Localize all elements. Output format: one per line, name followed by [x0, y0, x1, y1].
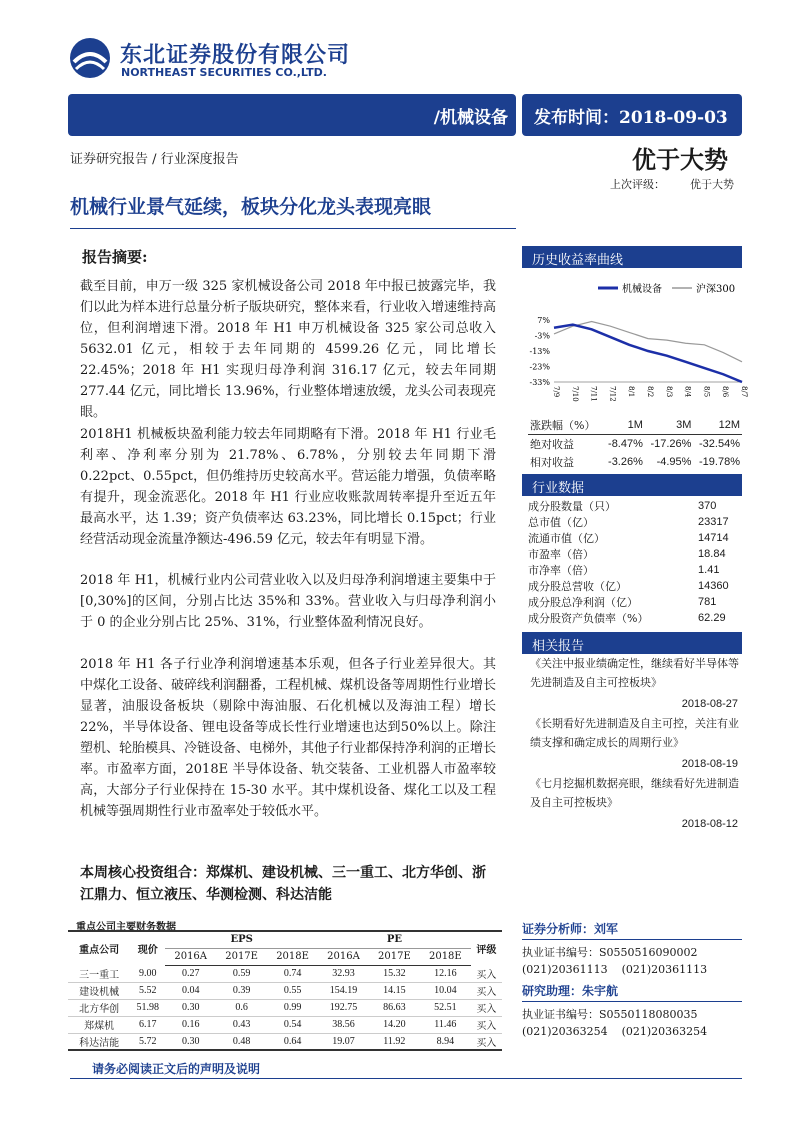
perf-row [528, 435, 742, 454]
sector-bar [68, 94, 516, 136]
x-tick-label: 7/9 [552, 386, 560, 398]
analyst-title: 研究助理：朱宇航 [522, 982, 742, 1002]
y-tick-label: -33% [529, 378, 550, 387]
related-report-link[interactable]: 《长期看好先进制造及自主可控，关注有业绩支撑和确定成长的周期行业》 [530, 717, 739, 749]
related-report-date: 2018-08-27 [681, 698, 738, 710]
x-tick-label: 8/2 [646, 386, 654, 398]
col-year: 2018E [420, 948, 471, 965]
related-report-date: 2018-08-12 [681, 818, 738, 830]
related-report-link[interactable]: 《七月挖掘机数据亮眼，继续看好先进制造及自主可控板块》 [530, 777, 739, 809]
date-bar [522, 94, 742, 136]
sector-label: /机械设备 [433, 108, 508, 128]
summary-paragraph: 截至目前，申万一级 325 家机械设备公司 2018 年中报已披露完毕，我们以此为样本进行总量分析子版块研究，整体来看，行业收入增速维持高位，但利润增速下滑。2018 年 H1 申万机械设备 325 家公司总收入 5632.01 亿元，相较于去年同期的 4599.26 亿元，同比增长22.45%；2018 年 H1 实现归母净利润 316.17 亿元，较去年同期 277.44 亿元，同比增长 13.96%，行业整体增速放缓，龙头公司表现亮眼。 [80, 279, 497, 420]
x-tick-label: 7/12 [608, 386, 617, 402]
perf-value: -8.47% [608, 438, 643, 450]
perf-header: 涨跌幅（%） [528, 416, 603, 435]
col-eps: EPS [165, 931, 318, 948]
col-year: 2018E [267, 948, 318, 965]
perf-header: 12M [693, 416, 742, 435]
section-header-related: 相关报告 [522, 632, 742, 654]
x-tick-label: 7/10 [570, 386, 579, 402]
performance-table [528, 416, 742, 471]
analyst-card [522, 920, 742, 978]
industry-table [528, 498, 742, 626]
company-logo-icon [70, 38, 110, 78]
industry-row: 流通市值（亿） 14714 [528, 532, 729, 545]
summary-paragraph: 2018 年 H1，机械行业内公司营业收入以及归母净利润增速主要集中于[0,30%]的区间，分别占比达 35%和 33%。营业收入与归母净利润小于 0 的企业分别占比 25%、31%，行业整体盈利情况良好。 [80, 573, 496, 630]
x-tick-label: 8/1 [627, 386, 636, 398]
x-tick-label: 7/11 [589, 386, 598, 402]
industry-row: 市盈率（倍） 18.84 [528, 548, 726, 561]
col-year: 2017E [369, 948, 420, 965]
chart-legend [598, 282, 735, 295]
col-pe: PE [318, 931, 471, 948]
perf-value: -19.78% [699, 456, 740, 468]
x-tick-label: 8/4 [683, 386, 692, 398]
perf-chart [522, 272, 748, 406]
company-name-cn: 东北证券股份有限公司 [120, 43, 351, 68]
summary-paragraph: 2018 年 H1 各子行业净利润增速基本乐观，但各子行业差异很大。其中煤化工设备、破碎线利润翻番，工程机械、煤机设备等周期性行业增长显著，油服设备板块（剔除中海油服、石化机械以及海油工程）增长 22%，半导体设备、锂电设备等成长性行业增速也达到50%以上。除注塑机、轮胎模具、冷链设备、电梯外，其他子行业都保持净利润的正增长率。市盈率方面，2018E 半导体设备、轨交装备、工业机器人市盈率较高，大部分子行业保持在 15-30 水平。其中煤机设备、煤化工以及工程机械等强周期性行业市盈率处于较低水平。 [80, 657, 497, 819]
report-headline: 机械行业景气延续，板块分化龙头表现亮眼 [70, 196, 432, 218]
legend-label-index: 沪深300 [696, 284, 736, 295]
perf-value: -17.26% [650, 438, 692, 450]
y-tick-label: -23% [529, 362, 550, 372]
publish-date: 发布时间：2018-09-03 [534, 108, 728, 128]
perf-value: -3.26% [608, 456, 643, 468]
company-name-en: NORTHEAST SECURITIES CO.,LTD. [121, 66, 327, 79]
perf-row [528, 453, 742, 471]
industry-row: 成分股资产负债率（%） 62.29 [528, 612, 726, 625]
y-tick-label: 7% [537, 316, 550, 325]
summary-title: 报告摘要: [82, 248, 148, 266]
analyst-title: 证券分析师：刘军 [522, 920, 742, 940]
industry-row: 市净率（倍） 1.41 [528, 564, 720, 577]
industry-row: 成分股总营收（亿） 14360 [528, 580, 729, 593]
x-tick-label: 8/3 [664, 386, 673, 398]
y-tick-label: -13% [529, 347, 550, 356]
perf-row-label: 相对收益 [530, 456, 574, 469]
col-year: 2016A [165, 948, 216, 965]
table-row: 科达洁能 5.72 0.30 0.48 0.64 19.07 11.92 8.94 买入 [68, 1033, 502, 1050]
prev-rating-label: 上次评级： [610, 178, 665, 191]
perf-header: 3M [645, 416, 694, 435]
divider [70, 228, 516, 229]
table-row: 北方华创 51.98 0.30 0.6 0.99 192.75 86.63 52.51 买入 [68, 999, 502, 1016]
perf-value: -4.95% [656, 456, 692, 468]
prev-rating: 优于大势 [690, 178, 734, 191]
analyst-cert: 执业证书编号：S0550118080035 [522, 1008, 698, 1021]
section-header-chart: 历史收益率曲线 [522, 246, 742, 268]
col-year: 2017E [216, 948, 267, 965]
analyst-card [522, 982, 742, 1040]
x-tick-label: 8/6 [721, 386, 730, 398]
industry-row: 成分股数量（只） 370 [528, 500, 717, 513]
perf-row-label: 绝对收益 [530, 438, 574, 451]
related-report-link[interactable]: 《关注中报业绩确定性，继续看好半导体等先进制造及自主可控板块》 [530, 657, 739, 689]
col-year: 2016A [318, 948, 369, 965]
section-header-industry: 行业数据 [522, 474, 742, 496]
x-tick-label: 8/5 [702, 386, 711, 398]
analyst-phones: (021)20361113 (021)20361113 [522, 963, 708, 976]
financials-table [68, 930, 502, 1051]
col-rating: 评级 [471, 931, 502, 965]
industry-row: 成分股总净利润（亿） 781 [528, 596, 717, 609]
summary-paragraph: 2018H1 机械板块盈利能力较去年同期略有下滑。2018 年 H1 行业毛利率、净利率分别为 21.78%、6.78%，分别较去年同期下滑 0.22pct、0.55pct，但仍维持历史较高水平。营运能力增强，负债率略有提升，现金流恶化。2018 年 H1 行业应收账款周转率提升至近五年最高水平，达 1.39；资产负债率达 63.23%，同比增长 0.15pct；行业经营活动现金流量净额达-496.59 亿元，较去年有明显下滑。 [80, 427, 496, 547]
table-row: 三一重工 9.00 0.27 0.59 0.74 32.93 15.32 12.16 买入 [68, 965, 502, 982]
report-type: 证券研究报告 / 行业深度报告 [70, 152, 239, 167]
table-row: 建设机械 5.52 0.04 0.39 0.55 154.19 14.15 10.04 买入 [68, 982, 502, 999]
perf-header: 1M [603, 416, 645, 435]
col-company: 重点公司 [68, 931, 130, 965]
x-tick-label: 8/7 [740, 386, 748, 398]
y-tick-label: -3% [534, 331, 550, 341]
series-line-sector [554, 325, 742, 382]
analyst-cert: 执业证书编号：S0550516090002 [522, 946, 698, 959]
core-portfolio: 本周核心投资组合：郑煤机、建设机械、三一重工、北方华创、浙江鼎力、恒立液压、华测检测、科达洁能 [80, 865, 486, 903]
analyst-phones: (021)20363254 (021)20363254 [522, 1025, 708, 1038]
legend-label-sector: 机械设备 [622, 284, 662, 295]
industry-row: 总市值（亿） 23317 [528, 516, 729, 529]
rating: 优于大势 [632, 145, 728, 174]
table-row: 郑煤机 6.17 0.16 0.43 0.54 38.56 14.20 11.46 买入 [68, 1016, 502, 1033]
financials-title: 重点公司主要财务数据 [76, 922, 176, 933]
disclaimer-link[interactable]: 请务必阅读正文后的声明及说明 [92, 1062, 261, 1076]
footer-divider [70, 1078, 742, 1079]
perf-value: -32.54% [699, 438, 740, 450]
related-report-date: 2018-08-19 [681, 758, 738, 770]
col-price: 现价 [130, 931, 165, 965]
